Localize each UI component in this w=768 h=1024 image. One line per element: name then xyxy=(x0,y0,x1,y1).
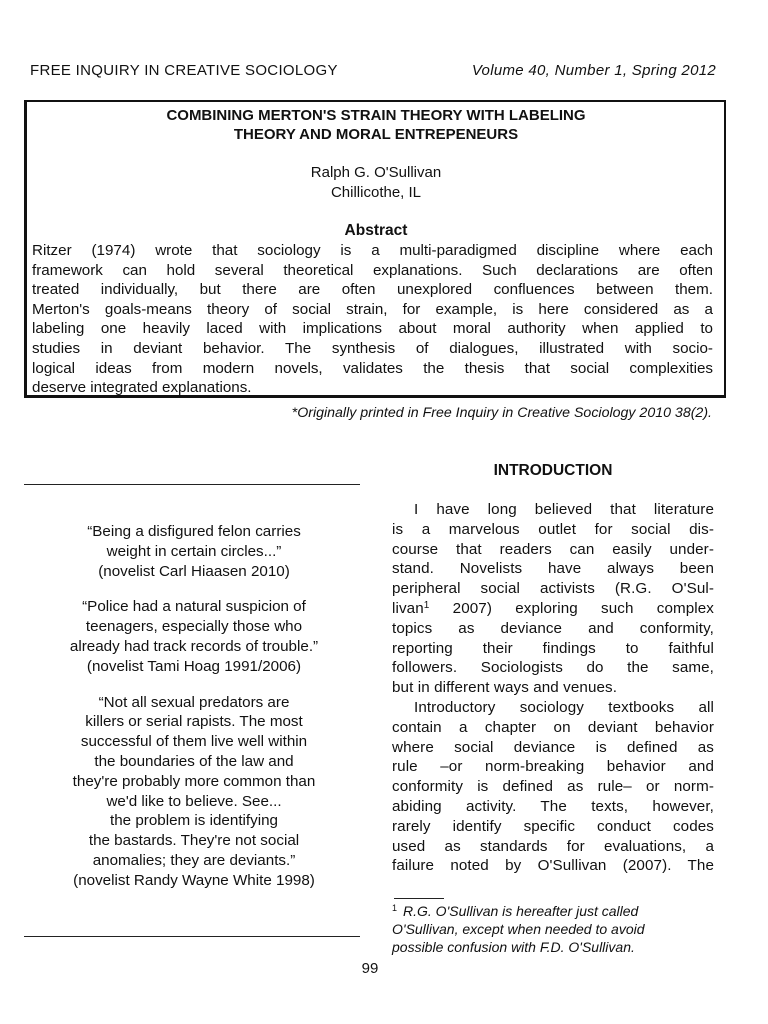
abstract-heading: Abstract xyxy=(344,222,408,239)
introduction-line: failure noted by O'Sullivan (2007). The xyxy=(392,857,714,875)
introduction-line: I have long believed that literature xyxy=(414,501,714,518)
epigraph-line: the bastards. They're not social xyxy=(88,832,300,850)
article-title xyxy=(40,106,712,144)
epigraph-line: (novelist Tami Hoag 1991/2006) xyxy=(86,657,302,675)
epigraph-line: “Not all sexual predators are xyxy=(98,693,290,711)
introduction-line: is a marvelous outlet for social dis- xyxy=(392,520,714,538)
title-line: COMBINING MERTON'S STRAIN THEORY WITH LABELING xyxy=(166,107,586,124)
introduction-line: contain a chapter on deviant behavior xyxy=(392,718,714,736)
introduction-line: conformity is defined as rule– or norm- xyxy=(392,778,714,796)
introduction-line: where social deviance is defined as xyxy=(392,738,714,756)
epigraph-line: we'd like to believe. See... xyxy=(106,792,282,810)
epigraph-line: the boundaries of the law and xyxy=(94,752,294,770)
epigraph-rule-bottom xyxy=(24,936,360,937)
epigraph-quote xyxy=(24,522,364,581)
introduction-text: 2007) exploring such complex xyxy=(429,599,714,617)
introduction-line: used as standards for evaluations, a xyxy=(392,837,714,855)
abstract-line: logical ideas from modern novels, validates the thesis that social complexities xyxy=(32,359,713,377)
footnote-text: R.G. O'Sullivan is hereafter just called xyxy=(403,903,639,919)
footnote-rule xyxy=(394,898,444,899)
author-name: Ralph G. O'Sullivan xyxy=(310,164,442,181)
journal-name: FREE INQUIRY IN CREATIVE SOCIOLOGY xyxy=(30,62,338,79)
introduction-line: peripheral social activists (R.G. O'Sul- xyxy=(392,580,714,598)
abstract-line: labeling one heavily laced with implications about moral authority when applied to xyxy=(32,320,713,338)
epigraph-line: weight in certain circles...” xyxy=(106,542,282,560)
introduction-text: livan xyxy=(392,599,424,617)
epigraph-rule-top xyxy=(24,484,360,485)
introduction-line: stand. Novelists have always been xyxy=(392,560,714,578)
abstract-line: deserve integrated explanations. xyxy=(32,379,252,397)
footnote-line xyxy=(392,902,714,920)
abstract-text xyxy=(32,241,713,398)
abstract-line: Ritzer (1974) wrote that sociology is a multi-paradigmed discipline where each xyxy=(32,242,713,259)
volume-issue: Volume 40, Number 1, Spring 2012 xyxy=(471,62,716,79)
epigraphs xyxy=(24,522,364,907)
footnote-line: possible confusion with F.D. O'Sullivan. xyxy=(392,939,635,955)
footnote xyxy=(392,902,714,956)
epigraph-line: anomalies; they are deviants.” xyxy=(92,851,296,869)
epigraph-quote xyxy=(24,597,364,676)
epigraph-line: teenagers, especially those who xyxy=(85,618,303,636)
introduction-line xyxy=(392,599,714,619)
introduction-line: course that readers can easily under- xyxy=(392,540,714,558)
footnote-reference: 1 xyxy=(423,599,430,611)
abstract-line: Merton's goals-means theory of social strain, for example, is here considered as a xyxy=(32,300,713,318)
author-affiliation: Chillicothe, IL xyxy=(330,184,422,201)
introduction-line: reporting their findings to faithful xyxy=(392,639,714,657)
introduction-line: followers. Sociologists do the same, xyxy=(392,659,714,677)
footnote-marker: 1 xyxy=(392,903,398,913)
epigraph-line: successful of them live well within xyxy=(80,733,308,751)
introduction-body xyxy=(392,500,714,876)
original-print-note: *Originally printed in Free Inquiry in Creative Sociology 2010 38(2). xyxy=(291,405,712,421)
abstract-line: studies in deviant behavior. The synthesis of dialogues, illustrated with socio- xyxy=(32,339,713,357)
introduction-line: Introductory sociology textbooks all xyxy=(414,698,714,716)
abstract-line: treated individually, but there are often unexplored confluences between them. xyxy=(32,281,713,299)
epigraph-line: killers or serial rapists. The most xyxy=(85,713,303,731)
introduction-heading: INTRODUCTION xyxy=(493,462,613,479)
page-number: 99 xyxy=(361,960,379,977)
epigraph-line: “Being a disfigured felon carries xyxy=(87,523,301,540)
title-line: THEORY AND MORAL ENTREPENEURS xyxy=(233,126,519,143)
introduction-line: but in different ways and venues. xyxy=(392,679,618,697)
epigraph-line: the problem is identifying xyxy=(110,812,278,830)
epigraph-line: “Police had a natural suspicion of xyxy=(82,598,306,616)
introduction-line: rule –or norm-breaking behavior and xyxy=(392,758,714,776)
introduction-line: abiding activity. The texts, however, xyxy=(392,797,714,815)
epigraph-line: already had track records of trouble.” xyxy=(69,637,319,655)
epigraph-line: (novelist Carl Hiaasen 2010) xyxy=(98,562,290,580)
running-head xyxy=(30,62,716,84)
introduction-line: rarely identify specific conduct codes xyxy=(392,817,714,835)
epigraph-quote xyxy=(24,693,364,891)
footnote-line: O'Sullivan, except when needed to avoid xyxy=(392,921,645,937)
epigraph-line: (novelist Randy Wayne White 1998) xyxy=(73,871,315,889)
introduction-line: topics as deviance and conformity, xyxy=(392,619,714,637)
abstract-line: framework can hold several theoretical explanations. Such declarations are often xyxy=(32,261,713,279)
epigraph-line: they're probably more common than xyxy=(72,772,316,790)
